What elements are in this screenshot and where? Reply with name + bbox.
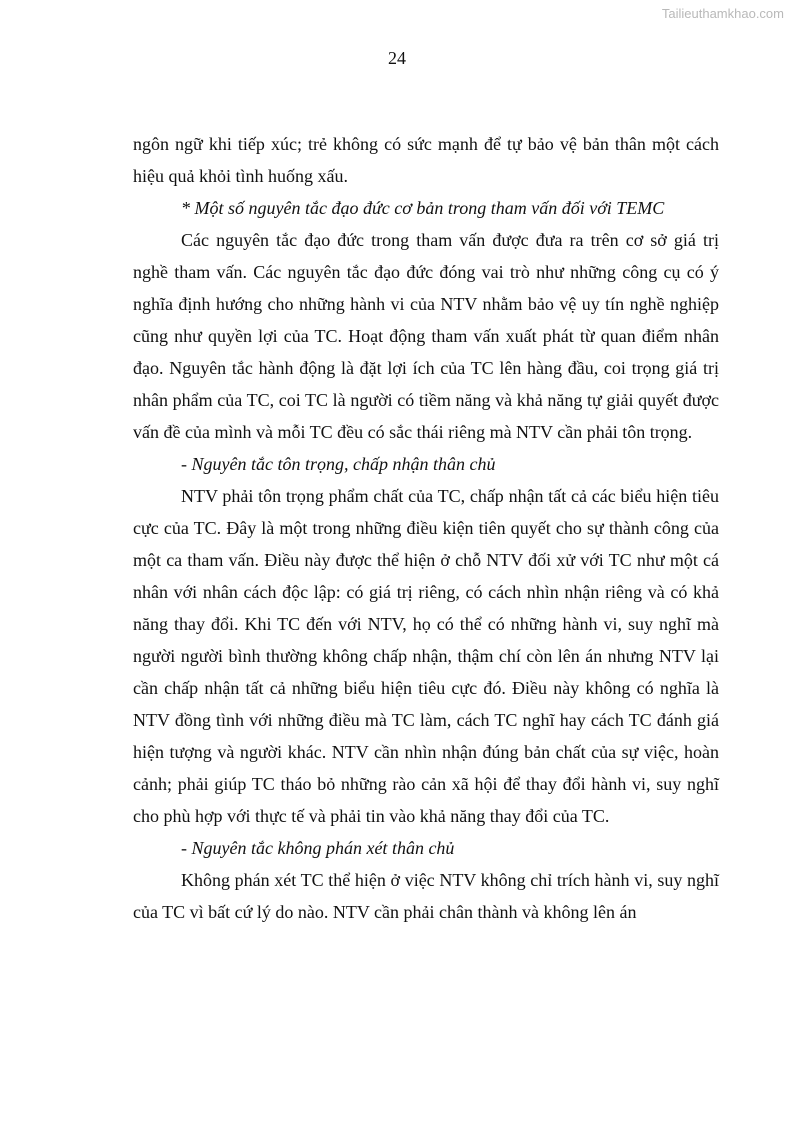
paragraph-non-judgment: Không phán xét TC thể hiện ở việc NTV không chỉ trích hành vi, suy nghĩ của TC vì bất cứ lý do nào. NTV cần phải chân thành và không lên án <box>133 870 719 922</box>
document-body <box>133 128 719 928</box>
section-heading-ethics-principles: * Một số nguyên tắc đạo đức cơ bản trong tham vấn đối với TEMC <box>181 198 665 218</box>
paragraph-ethics-intro: Các nguyên tắc đạo đức trong tham vấn được đưa ra trên cơ sở giá trị nghề tham vấn. Các nguyên tắc đạo đức đóng vai trò như những công cụ có ý nghĩa định hướng cho những hành vi của NTV nhằm bảo vệ uy tín nghề nghiệp cũng như quyền lợi của TC. Hoạt động tham vấn xuất phát từ quan điểm nhân đạo. Nguyên tắc hành động là đặt lợi ích của TC lên hàng đầu, coi trọng giá trị nhân phẩm của TC, coi TC là người có tiềm năng và khả năng tự giải quyết được vấn đề của mình và mỗi TC đều có sắc thái riêng mà NTV cần phải tôn trọng. <box>133 230 719 442</box>
watermark: Tailieuthamkhao.com <box>661 6 784 21</box>
paragraph-respect-acceptance: NTV phải tôn trọng phẩm chất của TC, chấp nhận tất cả các biểu hiện tiêu cực của TC. Đây là một trong những điều kiện tiên quyết cho sự thành công của một ca tham vấn. Điều này được thể hiện ở chỗ NTV đối xử với TC như một cá nhân với nhân cách độc lập: có giá trị riêng, có cách nhìn nhận riêng và có khả năng thay đổi. Khi TC đến với NTV, họ có thể có những hành vi, suy nghĩ mà người người bình thường không chấp nhận, thậm chí còn lên án nhưng NTV lại cần chấp nhận tất cả những biểu hiện tiêu cực đó. Điều này không có nghĩa là NTV đồng tình với những điều mà TC làm, cách TC nghĩ hay cách TC đánh giá hiện tượng và người khác. NTV cần nhìn nhận đúng bản chất của sự việc, hoàn cảnh; phải giúp TC tháo bỏ những rào cản xã hội để thay đổi hành vi, suy nghĩ cho phù hợp với thực tế và phải tin vào khả năng thay đổi của TC. <box>133 486 719 826</box>
paragraph-continuation: ngôn ngữ khi tiếp xúc; trẻ không có sức mạnh để tự bảo vệ bản thân một cách hiệu quả khỏi tình huống xấu. <box>133 134 719 186</box>
page-number: 24 <box>388 48 406 68</box>
subheading-non-judgment: - Nguyên tắc không phán xét thân chủ <box>181 838 455 858</box>
subheading-respect-acceptance: - Nguyên tắc tôn trọng, chấp nhận thân chủ <box>181 454 496 474</box>
